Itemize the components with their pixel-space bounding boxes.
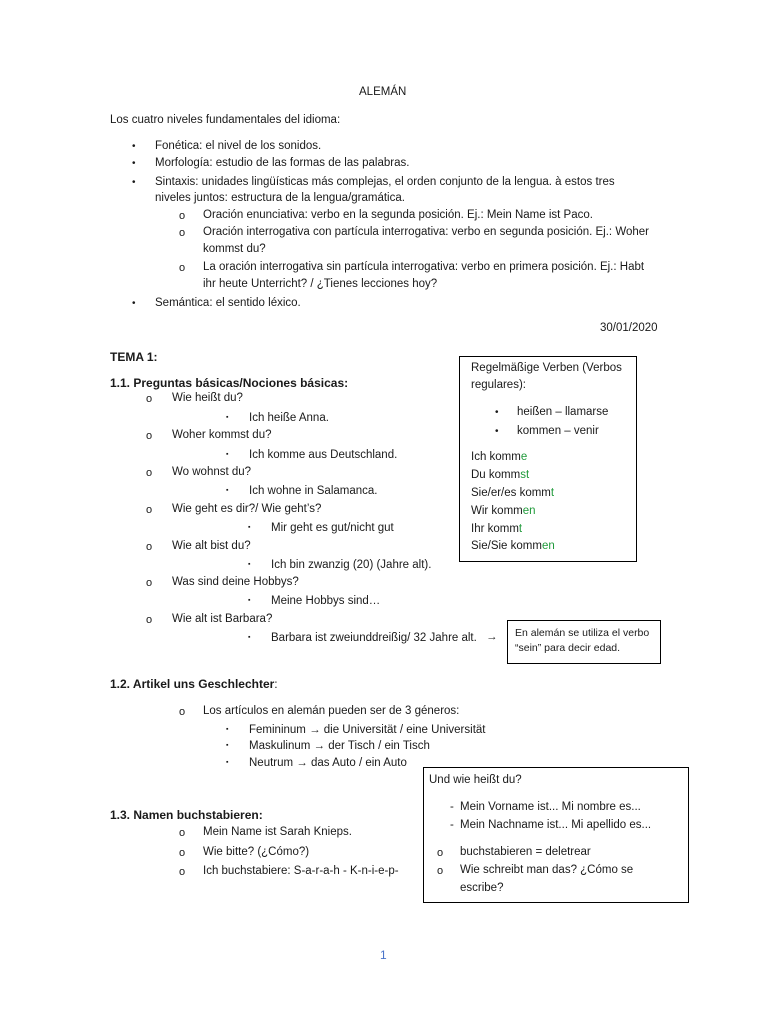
name-box-question: Und wie heißt du?: [429, 774, 522, 786]
gender-neuter: Neutrum → das Auto / ein Auto: [249, 757, 407, 769]
conjugation-ending: t: [518, 523, 523, 535]
conjugation-ending: en: [541, 540, 555, 552]
bullet-icon: •: [132, 141, 136, 152]
conjugation-stem: Ihr komm: [471, 523, 519, 535]
name-box-o-item-2-line1: Wie schreibt man das? ¿Cómo se: [460, 864, 634, 876]
syntax-sub-1: Oración enunciativa: verbo en la segunda posición. Ej.: Mein Name ist Paco.: [203, 209, 593, 221]
articles-intro: Los artículos en alemán pueden ser de 3 géneros:: [203, 705, 460, 717]
level-syntax-line2: niveles juntos: estructura de la lengua/gramática.: [155, 192, 405, 204]
bullet-icon: •: [495, 426, 499, 437]
level-semantics: Semántica: el sentido léxico.: [155, 297, 301, 309]
conjugation-stem: Ich komm: [471, 451, 521, 463]
verb-1: heißen – llamarse: [517, 406, 609, 418]
conjugation-stem: Du komm: [471, 469, 521, 481]
square-bullet-icon: ▪: [248, 634, 251, 641]
spelling-item-3: Ich buchstabiere: S-a-r-a-h - K-n-i-e-p-: [203, 865, 399, 877]
square-bullet-icon: ▪: [248, 561, 251, 568]
o-bullet-icon: o: [437, 865, 444, 877]
answer-6: Meine Hobbys sind…: [271, 595, 381, 607]
section-1-3-heading: 1.3. Namen buchstabieren:: [110, 808, 263, 822]
intro-text: Los cuatro niveles fundamentales del idioma:: [110, 114, 341, 126]
question-7: Wie alt ist Barbara?: [172, 613, 273, 625]
section-1-2-heading-text: 1.2. Artikel uns Geschlechter: [110, 677, 275, 691]
o-bullet-icon: o: [146, 504, 153, 516]
gender-masculine: Maskulinum → der Tisch / ein Tisch: [249, 740, 430, 752]
question-4: Wie geht es dir?/ Wie geht’s?: [172, 503, 322, 515]
regular-verbs-box: [459, 356, 637, 562]
o-bullet-icon: o: [146, 467, 153, 479]
o-bullet-icon: o: [179, 227, 186, 239]
name-box-o-item-1: buchstabieren = deletrear: [460, 846, 591, 858]
verbs-box-title-line2: regulares):: [471, 379, 526, 391]
age-note-line1: En alemán se utiliza el verbo: [515, 627, 650, 639]
name-spelling-box: [423, 767, 689, 903]
arrow-right-icon: →: [486, 631, 498, 643]
answer-1: Ich heiße Anna.: [249, 412, 329, 424]
conjugation-ending: en: [522, 505, 536, 517]
name-box-o-item-2-line2: escribe?: [460, 882, 504, 894]
conjugation-row: [471, 451, 527, 463]
bullet-icon: •: [132, 177, 136, 188]
conjugation-ending: e: [520, 451, 528, 463]
section-1-1-heading: 1.1. Preguntas básicas/Nociones básicas:: [110, 376, 349, 390]
conjugation-ending: st: [520, 469, 530, 481]
square-bullet-icon: ▪: [226, 414, 229, 421]
square-bullet-icon: ▪: [248, 597, 251, 604]
o-bullet-icon: o: [179, 847, 186, 859]
answer-5: Ich bin zwanzig (20) (Jahre alt).: [271, 559, 432, 571]
spelling-item-1: Mein Name ist Sarah Knieps.: [203, 826, 352, 838]
syntax-sub-2-line2: kommst du?: [203, 243, 266, 255]
o-bullet-icon: o: [179, 827, 186, 839]
square-bullet-icon: ▪: [226, 759, 229, 766]
conjugation-row: [471, 469, 529, 481]
section-1-2-heading: [110, 677, 278, 691]
date-text: 30/01/2020: [600, 322, 658, 334]
square-bullet-icon: ▪: [226, 451, 229, 458]
page-title: ALEMÁN: [359, 86, 407, 98]
syntax-sub-2-line1: Oración interrogativa con partícula interrogativa: verbo en segunda posición. Ej.: Woher: [203, 226, 649, 238]
question-3: Wo wohnst du?: [172, 466, 252, 478]
name-box-item-2: Mein Nachname ist... Mi apellido es...: [460, 819, 652, 831]
page-number: 1: [380, 948, 387, 962]
o-bullet-icon: o: [179, 866, 186, 878]
answer-7: Barbara ist zweiunddreißig/ 32 Jahre alt.: [271, 632, 477, 644]
o-bullet-icon: o: [146, 430, 153, 442]
o-bullet-icon: o: [179, 210, 186, 222]
spelling-item-2: Wie bitte? (¿Cómo?): [203, 846, 310, 858]
o-bullet-icon: o: [179, 262, 186, 274]
verb-2: kommen – venir: [517, 425, 599, 437]
dash-icon: -: [450, 801, 454, 813]
age-note-box: [507, 620, 661, 664]
o-bullet-icon: o: [146, 577, 153, 589]
dash-icon: -: [450, 819, 454, 831]
question-6: Was sind deine Hobbys?: [172, 576, 299, 588]
level-morphology: Morfología: estudio de las formas de las palabras.: [155, 157, 410, 169]
syntax-sub-3-line1: La oración interrogativa sin partícula interrogativa: verbo en primera posición. Ej.: Habt: [203, 261, 645, 273]
question-2: Woher kommst du?: [172, 429, 272, 441]
o-bullet-icon: o: [179, 706, 186, 718]
conjugation-row: [471, 487, 554, 499]
level-phonetics: Fonética: el nivel de los sonidos.: [155, 140, 322, 152]
bullet-icon: •: [132, 298, 136, 309]
conjugation-row: [471, 523, 522, 535]
name-box-item-1: Mein Vorname ist... Mi nombre es...: [460, 801, 641, 813]
conjugation-row: [471, 505, 536, 517]
square-bullet-icon: ▪: [226, 742, 229, 749]
answer-4: Mir geht es gut/nicht gut: [271, 522, 394, 534]
level-syntax-line1: Sintaxis: unidades lingüísticas más complejas, el orden conjunto de la lengua. à estos tres: [155, 176, 615, 188]
square-bullet-icon: ▪: [248, 524, 251, 531]
o-bullet-icon: o: [146, 614, 153, 626]
gender-feminine: Femininum → die Universität / eine Universität: [249, 724, 486, 736]
tema-heading: TEMA 1:: [110, 350, 158, 364]
conjugation-row: [471, 540, 555, 552]
bullet-icon: •: [132, 158, 136, 169]
verbs-box-title-line1: Regelmäßige Verben (Verbos: [471, 362, 622, 374]
syntax-sub-3-line2: ihr heute Unterricht? / ¿Tienes lecciones hoy?: [203, 278, 438, 290]
o-bullet-icon: o: [146, 541, 153, 553]
o-bullet-icon: o: [437, 847, 444, 859]
answer-2: Ich komme aus Deutschland.: [249, 449, 398, 461]
section-1-2-heading-colon: :: [274, 677, 278, 691]
conjugation-stem: Sie/Sie komm: [471, 540, 542, 552]
conjugation-ending: t: [550, 487, 555, 499]
answer-3: Ich wohne in Salamanca.: [249, 485, 378, 497]
square-bullet-icon: ▪: [226, 487, 229, 494]
bullet-icon: •: [495, 407, 499, 418]
square-bullet-icon: ▪: [226, 726, 229, 733]
age-note-line2: “sein” para decir edad.: [515, 642, 621, 654]
conjugation-stem: Sie/er/es komm: [471, 487, 551, 499]
conjugation-stem: Wir komm: [471, 505, 523, 517]
o-bullet-icon: o: [146, 393, 153, 405]
question-1: Wie heißt du?: [172, 392, 243, 404]
question-5: Wie alt bist du?: [172, 540, 251, 552]
